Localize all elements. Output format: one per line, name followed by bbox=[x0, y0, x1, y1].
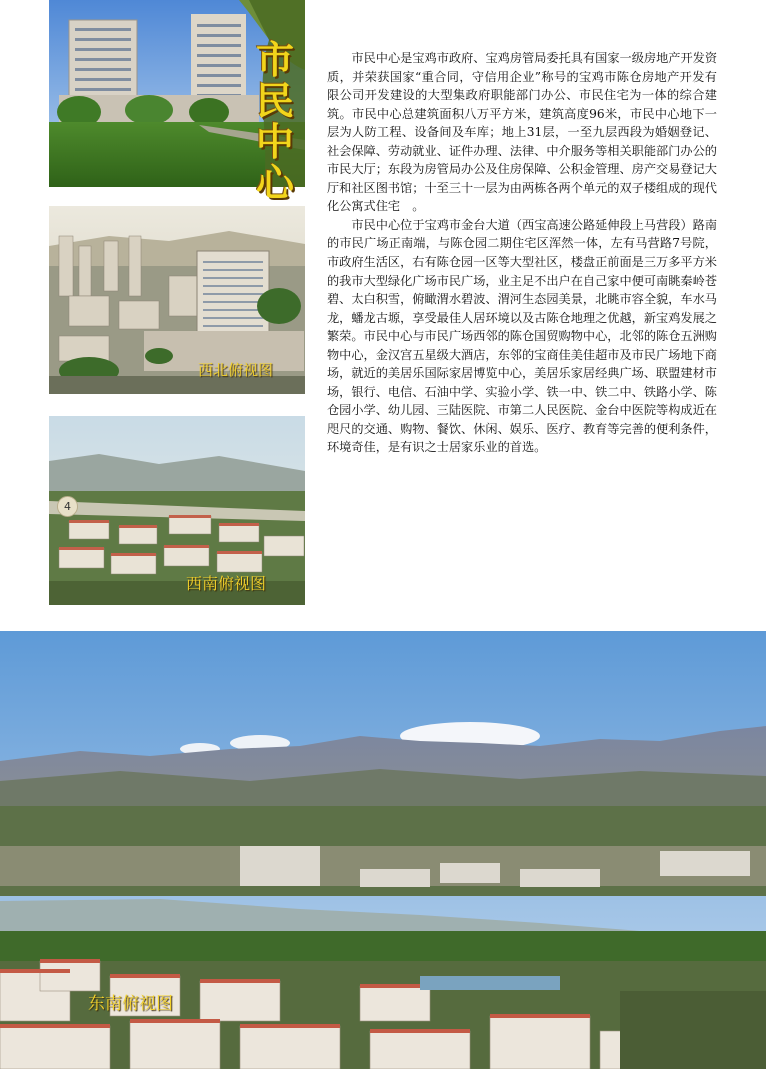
page-number-badge: 4 bbox=[57, 496, 78, 517]
paragraph: 市民中心位于宝鸡市金台大道（西宝高速公路延伸段上马营段）路南的市民广场正南端，与陈仓园二期住宅区浑然一体，左有马营路7号院，市政府生活区，右有陈仓园一区等大型社区，楼盘正前面是三万多平方米的我市大型绿化广场市民广场，业主足不出户在自己家中便可南眺秦岭苍碧、太白积雪，俯瞰渭水碧波、渭河生态园美景，北眺市容全貌，车水马龙，蟠龙古塬，享受最佳人居环境以及古陈仓地理之优越，新宝鸡发展之繁荣。市民中心与市民广场西邻的陈仓国贸购物中心，北邻的陈仓五洲购物中心，金汉宫五星级大酒店，东邻的宝商佳美佳超市及市民广场地下商场，就近的美居乐国际家居博览中心，美居乐家居经典广场、联盟建材市场，银行、电信、石油中学、实验小学、铁一中、铁二中、铁路小学、陈仓园小学、幼儿园、三陆医院、市第二人民医院、金台中医院等构成近在咫尺的交通、购物、餐饮、休闲、娱乐、医疗、教育等完善的便利条件，环境奇佳，是有识之士居家乐业的首选。 bbox=[327, 217, 718, 455]
article-body bbox=[327, 49, 717, 457]
vertical-title bbox=[255, 40, 295, 204]
title-char: 市 bbox=[255, 38, 294, 82]
title-char: 民 bbox=[255, 79, 294, 123]
paragraph: 市民中心是宝鸡市政府、宝鸡房管局委托具有国家一级房地产开发资质，并荣获国家“重合同，守信用企业”称号的宝鸡市陈仓房地产开发有限公司开发建设的大型集政府职能部门办公、市民住宅为一体的综合建筑。市民中心总建筑面积八万平方米，建筑高度96米，市民中心地下一层为人防工程、设备间及车库；地上31层，一至九层西段为婚姻登记、社会保障、劳动就业、证件办理、法律、中介服务等相关职能部门办公的市民大厅；东段为房管局办公及住房保障、公积金管理、房产交易登记大厅和社区图书馆；十至三十一层为由两栋各两个单元的双子楼组成的现代化公寓式住宅 。 bbox=[327, 51, 718, 214]
southwest-view-photo bbox=[49, 416, 305, 605]
southwest-caption: 西南俯视图 bbox=[186, 574, 267, 593]
title-char: 心 bbox=[255, 161, 294, 205]
title-char: 中 bbox=[255, 120, 294, 164]
northwest-caption: 西北俯视图 bbox=[198, 361, 274, 379]
southeast-view-photo bbox=[0, 631, 766, 1069]
northwest-view-photo bbox=[49, 206, 305, 394]
southeast-caption: 东南俯视图 bbox=[88, 994, 173, 1014]
